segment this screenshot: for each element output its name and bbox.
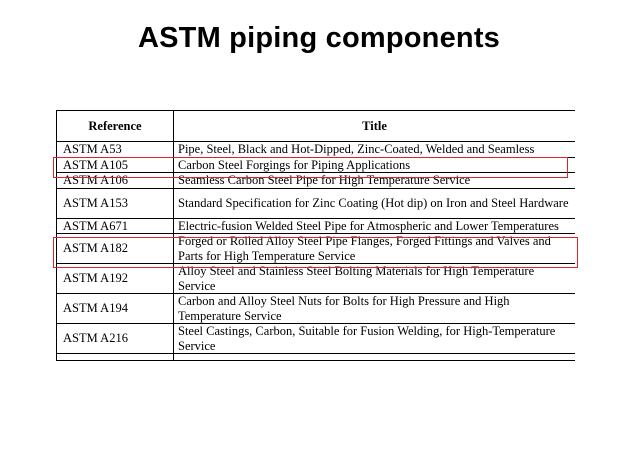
astm-table-container xyxy=(56,110,575,361)
cell-title: Alloy Steel and Stainless Steel Bolting Materials for High Temperature Service xyxy=(174,264,576,294)
cell-title: Standard Specification for Zinc Coating (Hot dip) on Iron and Steel Hardware xyxy=(174,188,576,218)
cell-reference: ASTM A216 xyxy=(57,324,174,354)
table-row-cutoff xyxy=(57,354,576,362)
slide-title: ASTM piping components xyxy=(137,22,501,54)
table-row xyxy=(57,324,576,354)
table-header-row xyxy=(57,111,576,142)
cell-title: Forged or Rolled Alloy Steel Pipe Flanges, Forged Fittings and Valves and Parts for High Temperature Service xyxy=(174,234,576,264)
table-row xyxy=(57,142,576,158)
table-row xyxy=(57,218,576,234)
cell-reference: ASTM A182 xyxy=(57,234,174,264)
cell-title: Pipe, Steel, Black and Hot-Dipped, Zinc-Coated, Welded and Seamless xyxy=(174,142,576,158)
cell-title-cutoff xyxy=(174,354,576,362)
astm-table xyxy=(56,110,575,361)
cell-reference: ASTM A53 xyxy=(57,142,174,158)
cell-reference: ASTM A192 xyxy=(57,264,174,294)
cell-reference: ASTM A194 xyxy=(57,294,174,324)
header-title: Title xyxy=(174,111,576,142)
cell-reference: ASTM A153 xyxy=(57,188,174,218)
cell-reference: ASTM A105 xyxy=(57,157,174,173)
cell-reference: ASTM A671 xyxy=(57,218,174,234)
header-reference: Reference xyxy=(57,111,174,142)
cell-title: Steel Castings, Carbon, Suitable for Fusion Welding, for High-Temperature Service xyxy=(174,324,576,354)
table-row xyxy=(57,294,576,324)
cell-reference-cutoff xyxy=(57,354,174,362)
cell-title: Carbon Steel Forgings for Piping Applications xyxy=(174,157,576,173)
highlight-box-a182 xyxy=(53,237,578,268)
cell-title: Electric-fusion Welded Steel Pipe for Atmospheric and Lower Temperatures xyxy=(174,218,576,234)
cell-title: Carbon and Alloy Steel Nuts for Bolts for High Pressure and High Temperature Service xyxy=(174,294,576,324)
cell-title: Seamless Carbon Steel Pipe for High Temperature Service xyxy=(174,173,576,189)
table-row xyxy=(57,264,576,294)
table-row xyxy=(57,188,576,218)
highlight-box-a105 xyxy=(53,157,568,178)
cell-reference: ASTM A106 xyxy=(57,173,174,189)
